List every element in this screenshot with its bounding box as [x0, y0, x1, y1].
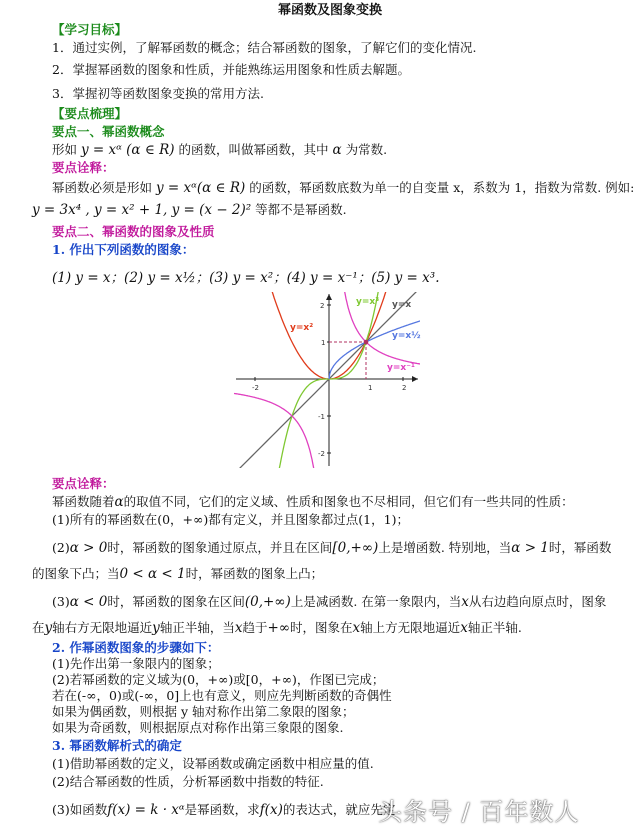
point1-title: 要点一、幂函数概念: [52, 124, 165, 139]
text-run: 幂函数随着: [52, 494, 115, 509]
functions-line: [52, 270, 439, 286]
formula-functions: (1) y = x；(2) y = x½；(3) y = x²；(4) y = x⁻¹；(5) y = x³.: [52, 270, 440, 286]
note-label-2: 要点诠释：: [52, 476, 115, 491]
tick-label-x-pos2: 2: [402, 384, 407, 392]
step-item-4: 如果为偶函数，则根据 y 轴对称作出第二象限的图象；: [52, 704, 355, 719]
note1-examples: [32, 202, 347, 218]
property-3: [52, 594, 606, 610]
text-run: 的取值不同，它们的定义域、性质和图象也不尽相同，但它们有一些共同的性质：: [123, 494, 574, 509]
point2-title: 要点二、幂函数的图象及性质: [52, 224, 215, 239]
property-2-cont: [32, 566, 323, 582]
watermark: 头条号 / 百年数人: [378, 798, 580, 826]
formula-fx-short: f(x): [259, 802, 283, 818]
formula-var: x: [352, 620, 361, 636]
text-run: (3): [52, 594, 70, 609]
properties-intro: [52, 494, 574, 510]
label-y-x3: y=x³: [356, 297, 380, 307]
formula-infinity: +∞: [267, 620, 291, 636]
text-run: 时，幂函数的图象通过原点，并且在区间: [107, 540, 333, 555]
text-run: 为常数.: [345, 142, 388, 157]
text-run: 时，图象在: [290, 620, 353, 635]
summary-heading: 【要点梳理】: [52, 106, 128, 121]
text-run: 时，幂函数: [548, 540, 612, 555]
tick-label-yneg1: -1: [318, 413, 325, 421]
curve-y-x: [233, 290, 422, 470]
analytic-item-3: [52, 802, 395, 818]
formula-examples: y = 3x⁴ , y = x² + 1, y = (x − 2)²: [32, 202, 252, 218]
label-y-xhalf: y=x½: [392, 331, 421, 341]
formula-alpha: α: [332, 142, 342, 158]
text-run: 在: [32, 620, 45, 635]
label-y-x: y=x: [392, 300, 412, 310]
step-item-5: 如果为奇函数，则根据原点对称作出第三象限的图象.: [52, 720, 344, 735]
point1-text: [52, 142, 387, 158]
tick-label-y2: 2: [320, 302, 325, 310]
formula-var: x: [460, 620, 468, 636]
tick-label-x-neg2: -2: [252, 384, 259, 392]
text-run: 的表达式，就应先定: [282, 802, 396, 817]
text-run: 轴正半轴，当: [159, 620, 235, 635]
steps-heading: 2. 作幂函数图象的步骤如下：: [52, 640, 220, 655]
formula-var: x: [234, 620, 243, 636]
text-run: 上是减函数. 在第一象限内，当: [290, 594, 462, 609]
formula-var: y: [152, 620, 160, 636]
point-1-1: [364, 340, 369, 345]
tick-label-x-one: 1: [368, 384, 373, 392]
analytic-item-2: (2)结合幂函数的性质，分析幂函数中指数的特征.: [52, 774, 324, 789]
formula-alpha: α: [114, 494, 124, 510]
text-run: 的图象下凸；当: [32, 566, 120, 581]
step-item-2: (2)若幂函数的定义域为(0，+∞)或[0，+∞)，作图已完成；: [52, 672, 385, 687]
text-run: 轴上方无限地逼近: [360, 620, 461, 635]
goal-item-1: 1．通过实例，了解幂函数的概念；结合幂函数的图象，了解它们的变化情况.: [52, 40, 477, 55]
property-1: (1)所有的幂函数在(0，+∞)都有定义，并且图象都过点(1，1)；: [52, 512, 409, 527]
page-title: 幂函数及图象变换: [278, 3, 383, 18]
formula-condition: 0 < α < 1: [119, 566, 186, 582]
goal-item-2: 2．掌握幂函数的图象和性质，并能熟练运用图象和性质去解题。: [52, 62, 410, 77]
tick-label-y1: 1: [321, 339, 326, 347]
formula-var: x: [461, 594, 469, 610]
text-run: 时，幂函数的图象上凸；: [185, 566, 324, 581]
x-axis-arrow: [412, 376, 418, 382]
text-run: 轴右方无限地逼近: [52, 620, 153, 635]
property-2: [52, 540, 611, 556]
formula-power: y = xᵅ (α ∈ R): [81, 142, 175, 158]
power-functions-graph: [232, 290, 422, 470]
step-item-3: 若在(-∞，0)或(-∞，0]上也有意义，则应先判断函数的奇偶性: [52, 688, 392, 703]
analytic-heading: 3. 幂函数解析式的确定: [52, 738, 182, 753]
text-run: 是幂函数，求: [184, 802, 260, 817]
formula-interval: [0,+∞): [332, 540, 379, 556]
step-item-1: (1)先作出第一象限内的图象；: [52, 656, 220, 671]
formula-condition: α > 1: [511, 540, 549, 556]
formula-power: y = xᵅ(α ∈ R): [156, 180, 246, 196]
text-run: 幂函数必须是形如: [52, 180, 153, 195]
point2-sub1: 1. 作出下列函数的图象：: [52, 242, 195, 257]
text-run: 上是增函数. 特别地，当: [378, 540, 512, 555]
note1-text: [52, 180, 634, 196]
text-run: (3)如函数: [52, 802, 108, 817]
label-y-xinv: y=x⁻¹: [387, 363, 415, 373]
formula-fx: f(x) = k · xᵅ: [107, 802, 185, 818]
text-run: 的函数，幂函数底数为单一的自变量 x，系数为 1，指数为常数. 例如:: [249, 180, 635, 195]
text-run: 的函数，叫做幂函数，其中: [178, 142, 329, 157]
label-y-x2: y=x²: [290, 323, 314, 333]
y-axis-arrow: [326, 294, 332, 300]
text-run: 等都不是幂函数.: [255, 202, 347, 217]
goals-heading: 【学习目标】: [52, 22, 128, 37]
formula-var: y: [44, 620, 53, 636]
note-label-1: 要点诠释：: [52, 160, 115, 175]
formula-condition: α > 0: [69, 540, 108, 556]
text-run: 轴正半轴.: [467, 620, 522, 635]
goal-item-3: 3．掌握初等函数图象变换的常用方法.: [52, 86, 264, 101]
tick-label-yneg2: -2: [318, 450, 325, 458]
text-run: 时，幂函数的图象在区间: [107, 594, 245, 609]
formula-condition: α < 0: [69, 594, 108, 610]
text-run: 趋于: [242, 620, 268, 635]
text-run: (2): [52, 540, 70, 555]
analytic-item-1: (1)借助幂函数的定义，设幂函数或确定函数中相应量的值.: [52, 756, 374, 771]
property-3-cont: [32, 620, 522, 636]
text-run: 从右边趋向原点时，图象: [468, 594, 607, 609]
text-run: 形如: [52, 142, 78, 157]
formula-interval: (0,+∞): [244, 594, 291, 610]
